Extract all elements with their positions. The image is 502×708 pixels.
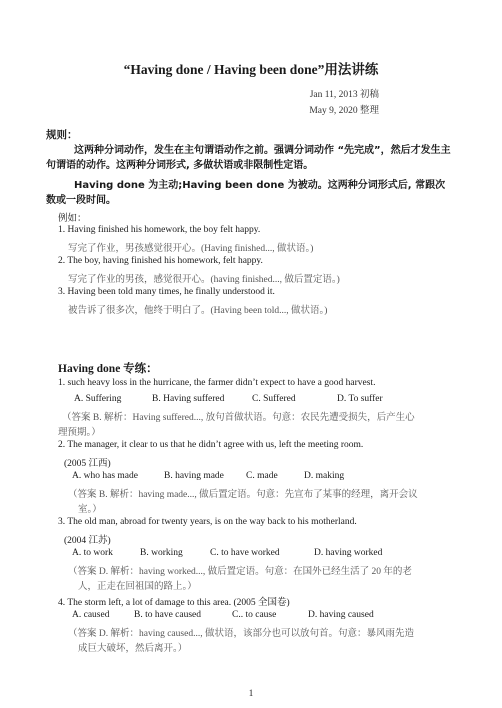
page-number: 1 bbox=[248, 688, 254, 698]
question-source: (2004 江苏) bbox=[64, 536, 111, 546]
examples-label: 例如： bbox=[58, 214, 87, 224]
option: C. Suffered bbox=[252, 394, 296, 404]
option: C. made bbox=[246, 471, 278, 481]
example-zh: 被告诉了很多次，他终于明白了。(Having been told..., 做状语。) bbox=[68, 306, 328, 316]
option: A. to work bbox=[72, 548, 113, 558]
rule-paragraph-2: Having done 为主动;Having been done 为被动。这两种分词形式后, 常跟次数或一段时间。 bbox=[46, 180, 446, 206]
option: C.. to cause bbox=[232, 610, 277, 620]
example-en: 1. Having finished his homework, the boy felt happy. bbox=[58, 225, 261, 235]
option: B. having made bbox=[164, 471, 224, 481]
option: A. who has made bbox=[72, 471, 138, 481]
question-text: 3. The old man, abroad for twenty years, is on the way back to his motherland. bbox=[58, 517, 357, 527]
example-en: 3. Having been told many times, he finally understood it. bbox=[58, 287, 275, 297]
option: A. Suffering bbox=[74, 394, 122, 404]
answer-explanation: （答案 D. 解析：having caused..., 做状语，该部分也可以放句首。句意：暴风雨先造 bbox=[68, 629, 414, 639]
question-text: 1. such heavy loss in the hurricane, the farmer didn’t expect to have a good harvest. bbox=[58, 378, 376, 388]
option: D. having caused bbox=[308, 610, 374, 620]
option: B. to have caused bbox=[134, 610, 202, 620]
example-en: 2. The boy, having finished his homework, felt happy. bbox=[58, 256, 263, 266]
answer-explanation: （答案 B. 解析：Having suffered..., 放句首做状语。句意：农民先遭受损失，后产生心 bbox=[62, 413, 415, 423]
question-text: 4. The storm left, a lot of damage to this area. (2005 全国卷) bbox=[58, 598, 290, 608]
question-options bbox=[72, 610, 374, 620]
option: B. Having suffered bbox=[152, 394, 225, 404]
rule-paragraph-1: 这两种分词动作，发生在主句谓语动作之前。强调分词动作 “先完成”，然后才发生主句谓语的动作。这两种分词形式, 多做状语或非限制性定语。 bbox=[46, 145, 451, 171]
answer-explanation: （答案 B. 解析：having made..., 做后置定语。句意：先宣布了某事的经理，离开会议 bbox=[68, 490, 418, 500]
option: D. To suffer bbox=[337, 394, 383, 404]
question-options bbox=[72, 548, 382, 558]
question-options bbox=[72, 471, 344, 481]
example-zh: 写完了作业，男孩感觉很开心。(Having finished..., 做状语。) bbox=[68, 244, 314, 254]
question-source: (2005 江西) bbox=[64, 459, 111, 469]
option: B. working bbox=[140, 548, 183, 558]
answer-explanation: （答案 D. 解析：having worked..., 做后置定语。句意：在国外已经生活了 20 年的老 bbox=[68, 567, 412, 577]
section-heading: Having done 专练： bbox=[58, 363, 158, 375]
rules-label: 规则： bbox=[46, 129, 78, 141]
answer-explanation: 室。） bbox=[78, 505, 102, 515]
answer-explanation: 人，正走在回祖国的路上。） bbox=[78, 582, 197, 592]
option: A. caused bbox=[72, 610, 110, 620]
date-revised: May 9, 2020 整理 bbox=[309, 106, 379, 116]
question-options bbox=[74, 394, 383, 404]
option: D. making bbox=[304, 471, 345, 481]
example-zh: 写完了作业的男孩，感觉很开心。(having finished..., 做后置定语。) bbox=[68, 275, 340, 285]
question-text: 2. The manager, it clear to us that he didn’t agree with us, left the meeting room. bbox=[58, 440, 364, 450]
option: D. having worked bbox=[314, 548, 383, 558]
page-title: “Having done / Having been done”用法讲练 bbox=[123, 62, 379, 77]
answer-explanation: 成巨大破坏，然后离开。） bbox=[78, 644, 188, 654]
date-draft: Jan 11, 2013 初稿 bbox=[309, 90, 379, 100]
option: C. to have worked bbox=[210, 548, 280, 558]
answer-explanation: 理预期。） bbox=[58, 428, 101, 438]
